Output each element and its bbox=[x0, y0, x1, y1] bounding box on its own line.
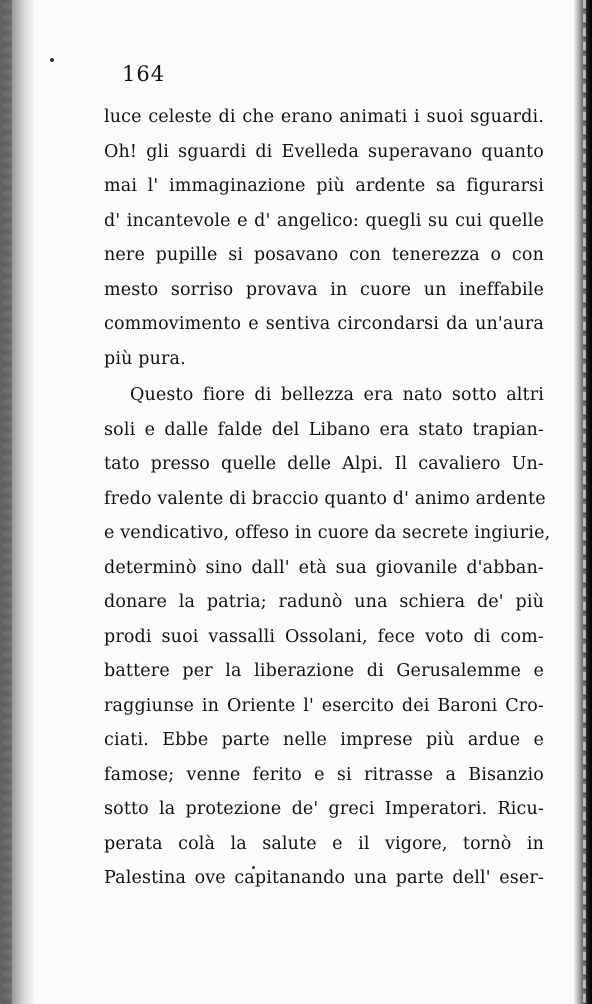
body-text bbox=[104, 100, 551, 896]
text-line: ciati. Ebbe parte nelle imprese più ardue e bbox=[104, 730, 544, 750]
text-line: Palestina ove capitanando una parte dell' eser- bbox=[104, 868, 544, 888]
text-line: commovimento e sentiva circondarsi da un'aura bbox=[104, 314, 544, 334]
text-line: battere per la liberazione di Gerusalemme e bbox=[104, 661, 544, 681]
text-line: prodi suoi vassalli Ossolani, fece voto di com- bbox=[104, 626, 544, 647]
text-line: raggiunse in Oriente l' esercito dei Baroni Cro- bbox=[104, 695, 544, 716]
text-line: Oh! gli sguardi di Evelleda superavano quanto bbox=[104, 141, 544, 162]
text-line: tato presso quelle delle Alpi. Il cavaliero Un- bbox=[104, 454, 544, 474]
paragraph bbox=[104, 378, 551, 896]
page-gutter-shadow bbox=[0, 0, 34, 1004]
text-line: Questo fiore di bellezza era nato sotto altri bbox=[130, 385, 544, 405]
text-line: fredo valente di braccio quanto d' animo ardente bbox=[104, 488, 546, 509]
text-line: soli e dalle falde del Libano era stato trapian- bbox=[104, 419, 544, 440]
text-line: mesto sorriso provava in cuore un ineffabile bbox=[104, 279, 544, 300]
text-line: più pura. bbox=[104, 348, 186, 369]
page-edge-shadow bbox=[574, 0, 592, 1004]
text-line: donare la patria; radunò una schiera de' più bbox=[104, 592, 544, 612]
ink-speck bbox=[50, 58, 54, 62]
text-line: e vendicativo, offeso in cuore da secrete ingiurie, bbox=[104, 523, 551, 543]
text-line: nere pupille si posavano con tenerezza o con bbox=[104, 245, 544, 265]
paragraph bbox=[104, 100, 544, 376]
text-line: d' incantevole e d' angelico: quegli su cui quelle bbox=[104, 210, 544, 231]
text-line: luce celeste di che erano animati i suoi sguardi. bbox=[104, 107, 544, 127]
text-line: sotto la protezione de' greci Imperatori. Ricu- bbox=[104, 799, 544, 819]
text-line: mai l' immaginazione più ardente sa figurarsi bbox=[104, 176, 544, 196]
text-line: determinò sino dall' età sua giovanile d'abban- bbox=[104, 557, 544, 578]
text-line: famose; venne ferito e si ritrasse a Bisanzio bbox=[104, 764, 544, 785]
text-line: perata colà la salute e il vigore, tornò in bbox=[104, 833, 544, 854]
page-number: 164 bbox=[122, 62, 166, 86]
